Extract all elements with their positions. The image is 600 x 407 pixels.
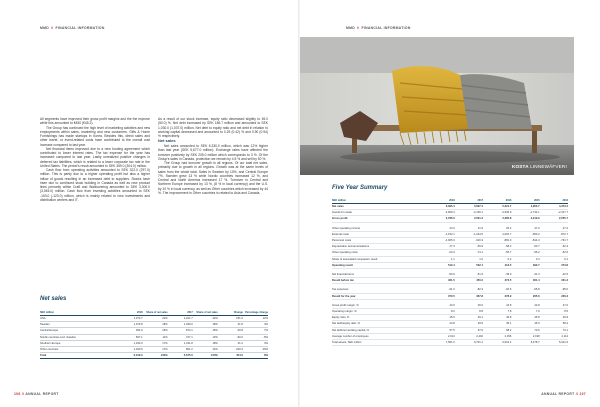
row-label: Operating result xyxy=(332,262,426,268)
cell-value: 46.8 xyxy=(483,315,511,321)
cell-value: 331.3 xyxy=(540,278,568,284)
cell-value: 367.8 xyxy=(455,293,483,299)
cell-value: 2,385.8 xyxy=(483,216,511,222)
table-total-row xyxy=(40,353,268,359)
cell-value: 6,395.4 xyxy=(426,204,454,210)
cell-value: -95.0 xyxy=(540,287,568,293)
cell-value: 5,041.6 xyxy=(540,340,568,346)
cell-value: 1,030.5 xyxy=(118,347,143,353)
row-label: Central Europe xyxy=(40,328,118,334)
row-label: Equity ratio, % xyxy=(332,315,426,321)
row-label: Other countries xyxy=(40,347,118,353)
cell-value: 24.3 xyxy=(426,226,454,232)
row-label: Other operating costs xyxy=(332,250,426,256)
cell-value: 15% xyxy=(143,328,168,334)
page-footer: ANNUAL REPORT // 107 xyxy=(541,392,586,396)
cell-value: 236.3 xyxy=(540,293,568,299)
cell-value: 24.8 xyxy=(426,321,454,327)
cell-value: 1,039.0 xyxy=(168,322,193,328)
cell-value: 0.2 xyxy=(483,256,511,262)
cell-value: -42.5 xyxy=(540,272,568,278)
cell-value: 5,321.7 xyxy=(483,204,511,210)
row-label: Average number of employees xyxy=(332,333,426,339)
cell-value: 0.4 xyxy=(511,256,539,262)
cell-value: 45.8 xyxy=(511,315,539,321)
cell-value: 6,129.0 xyxy=(118,353,143,359)
cell-value: -91.0 xyxy=(426,287,454,293)
cell-value: 21.9 xyxy=(455,226,483,232)
cell-value: -950.2 xyxy=(511,231,539,237)
cell-value: -52.5 xyxy=(540,250,568,256)
cell-value: -2,935.9 xyxy=(483,210,511,216)
cell-value: 60.8 xyxy=(218,328,243,334)
cell-value: 801.2 xyxy=(168,347,193,353)
cell-value: 100% xyxy=(143,353,168,359)
row-label: Result for the year xyxy=(332,293,426,299)
cell-value: 46.9 xyxy=(540,315,568,321)
cell-value: 68.2 xyxy=(483,327,511,333)
cell-value: 31.2 xyxy=(218,340,243,346)
cell-value: -3,609.4 xyxy=(426,210,454,216)
cell-value: 2,114 xyxy=(540,333,568,339)
cell-value: 18% xyxy=(143,322,168,328)
cell-value: 1,011.8 xyxy=(168,340,193,346)
column-header: 2014 xyxy=(540,197,568,204)
row-label: Depreciation and amortisations xyxy=(332,244,426,250)
five-year-summary-title: Five Year Summary xyxy=(332,185,388,191)
paragraph: Cash flow from operating activities amounted to SEK 322.0 (297.0) million. This is partly due to a higher operating profit but also a higher inflow of goods resulting in an increased debt to suppliers. Stocks have risen due to continued stock building in Canada as well as new product lines primarily within Craft and Wallcovering amounted to SEK 3,300.0 (3,045.0) million. Cash flow from investing activities amounted to SEK -103.0 (-120.0) million, which is mainly related to new investments and distribution centers and IT. xyxy=(40,168,150,202)
paragraph: The Group has continued the high level of marketing activities and new employments within sales, marketing and new customers. Gifts & Home Furnishings has made startups in Korea. Besides this, direct sales and other travel- or event-related costs have contributed to the overall cost increase compared to last year. xyxy=(40,125,150,147)
cell-value: 45.6 xyxy=(426,315,454,321)
cell-value: 361.4 xyxy=(511,278,539,284)
row-label: External costs xyxy=(332,231,426,237)
cell-value: -95.8 xyxy=(511,287,539,293)
cell-value: 11% xyxy=(143,334,168,340)
cell-value: -94.6 xyxy=(483,287,511,293)
cell-value: 41.8 xyxy=(218,322,243,328)
cell-value: -31.3 xyxy=(511,272,539,278)
row-label: Southern Europe xyxy=(40,340,118,346)
cell-value: 45.1 xyxy=(483,321,511,327)
cell-value: -872.7 xyxy=(540,231,568,237)
cell-value: 8.5 xyxy=(540,309,568,315)
row-label: Total assets, SEK million xyxy=(332,340,426,346)
cell-value: 5,478.7 xyxy=(511,340,539,346)
cell-value: 43.6 xyxy=(426,303,454,309)
product-photo-kosta-throw xyxy=(300,37,574,175)
cell-value: 7,561.0 xyxy=(426,340,454,346)
cell-value: 17% xyxy=(143,347,168,353)
cell-value: 73.1 xyxy=(540,327,568,333)
cell-value: 0.1 xyxy=(540,256,568,262)
cell-value: -60.0 xyxy=(218,334,243,340)
row-label: USA xyxy=(40,316,118,322)
cell-value: 29% xyxy=(243,347,268,353)
cell-value: 454.0 xyxy=(218,353,243,359)
paragraph: Net financial items improved due to a new funding agreement which contributed to lower interest rates. The tax expense for the year has increased compared to last year. Lastly unrealized positive changes in deferred tax liabilities, which is related to a lower corporate tax rate in the United States. The period's result amounted to SEK 369.0 (304.0) million. xyxy=(40,146,150,168)
row-label: Share of associated companies' result xyxy=(332,256,426,262)
paragraph: All segments have improved their gross profit margins and the the improve while this amounted to €450 (€45.2). xyxy=(40,117,150,126)
row-label: Nordic countries excl. Sweden xyxy=(40,334,118,340)
row-label: Net debt/net working capital, % xyxy=(332,327,426,333)
cell-value: -55.7 xyxy=(483,250,511,256)
cell-value: 8.8 xyxy=(455,309,483,315)
cell-value: 39.5 xyxy=(455,321,483,327)
cell-value: -1,152.1 xyxy=(426,231,454,237)
cell-value: 7% xyxy=(243,328,268,334)
cell-value: 2,055.7 xyxy=(540,216,568,222)
cell-value: 45.0 xyxy=(455,303,483,309)
row-label: Net debt/equity ratio, % xyxy=(332,321,426,327)
cell-value: -2,734.1 xyxy=(511,210,539,216)
row-label: Gross profit margin, % xyxy=(332,303,426,309)
row-label: Goods for resale xyxy=(332,210,426,216)
cell-value: 100% xyxy=(193,353,218,359)
cell-value: -1,024.5 xyxy=(455,231,483,237)
column-header: Percentage change xyxy=(243,306,268,316)
cell-value: 229.3 xyxy=(218,347,243,353)
cell-value: -1,002.7 xyxy=(483,231,511,237)
cell-value: 934.9 xyxy=(118,328,143,334)
paragraph: Net sales amounted to SEK 6,330.0 million, which was 12% higher than last year (SEK 5,677.0 million). Exchange rates have affected the turnover positively by SEK 205.0 million which corresponds to 3 %. Of the Group's sales in Canada, protection we remain by 4.5 % and sell by 50 %. xyxy=(158,144,268,161)
cell-value: 2,396 xyxy=(483,333,511,339)
subheading: Net sales xyxy=(158,138,176,144)
five-year-summary-table xyxy=(332,197,568,346)
cell-value: 57.5 xyxy=(426,327,454,333)
cell-value: 667.1 xyxy=(118,334,143,340)
table-row xyxy=(332,340,568,346)
row-label: Net sales xyxy=(332,204,426,210)
cell-value: 47.2 xyxy=(511,226,539,232)
page-header: MMD // FINANCIAL INFORMATION xyxy=(346,26,411,30)
cell-value: 5,697.4 xyxy=(455,204,483,210)
column-header: 2017 xyxy=(168,306,193,316)
cell-value: -56.2 xyxy=(511,250,539,256)
cell-value: -731.7 xyxy=(540,238,568,244)
cell-value: -53.7 xyxy=(511,244,539,250)
cell-value: 1.0 xyxy=(455,256,483,262)
cell-value: 370.5 xyxy=(426,293,454,299)
cell-value: 512.4 xyxy=(426,262,454,268)
cell-value: 461.5 xyxy=(426,278,454,284)
column-header: SEK million xyxy=(332,197,426,204)
cell-value: 70.6 xyxy=(511,327,539,333)
cell-value: 17% xyxy=(143,340,168,346)
page-footer: 106 // ANNUAL REPORT xyxy=(14,392,59,396)
cell-value: 7.9 xyxy=(511,309,539,315)
cell-value: -39.9 xyxy=(483,272,511,278)
cell-value: -3,136.1 xyxy=(455,210,483,216)
cell-value: 27.2 xyxy=(540,226,568,232)
cell-value: 49.1 xyxy=(455,315,483,321)
cell-value: -814.4 xyxy=(511,238,539,244)
cell-value: 1.1 xyxy=(426,256,454,262)
cell-value: 8% xyxy=(243,353,268,359)
cell-value: 4,953.7 xyxy=(511,204,539,210)
cell-value: 8.0 xyxy=(426,309,454,315)
cell-value: -2,317.7 xyxy=(540,210,568,216)
text-column-2 xyxy=(158,117,268,195)
cell-value: 2,561.3 xyxy=(455,216,483,222)
cell-value: 5,675.0 xyxy=(168,353,193,359)
photo-caption: KOSTA LINNEWÄFVERI xyxy=(512,164,567,169)
cell-value: 1,221.7 xyxy=(168,316,193,322)
column-header: 2015 xyxy=(511,197,539,204)
cell-value: 18% xyxy=(193,322,218,328)
cell-value: 2,219.6 xyxy=(511,216,539,222)
cell-value: 278.9 xyxy=(483,293,511,299)
cell-value: 46.0 xyxy=(511,321,539,327)
cell-value: 3% xyxy=(243,340,268,346)
cell-value: -52.3 xyxy=(540,244,568,250)
net-sales-table xyxy=(40,306,268,359)
column-header: Share of net sales xyxy=(193,306,218,316)
cell-value: 2,786.0 xyxy=(426,216,454,222)
cell-value: -74.1 xyxy=(455,250,483,256)
cell-value: 47.0 xyxy=(540,303,568,309)
cell-value: 2,014 xyxy=(426,333,454,339)
cell-value: 392.7 xyxy=(511,262,539,268)
column-header: 2018 xyxy=(426,197,454,204)
cell-value: 25.4 xyxy=(483,226,511,232)
cell-value: -77.3 xyxy=(426,244,454,250)
column-header: 2017 xyxy=(455,197,483,204)
cell-value: 6,016.4 xyxy=(483,340,511,346)
page-header: MMD // FINANCIAL INFORMATION xyxy=(40,26,105,30)
cell-value: 13% xyxy=(193,334,218,340)
cell-value: -916.3 xyxy=(455,238,483,244)
net-sales-title: Net sales xyxy=(40,296,67,302)
cell-value: -64.3 xyxy=(426,250,454,256)
cell-value: 4,373.4 xyxy=(540,204,568,210)
row-label: Tax expenses xyxy=(332,287,426,293)
row-label: Gross profit xyxy=(332,216,426,222)
row-label: Result before tax xyxy=(332,278,426,284)
cell-value: -50.9 xyxy=(426,272,454,278)
row-label: Net financial items xyxy=(332,272,426,278)
cell-value: 502.1 xyxy=(455,262,483,268)
cell-value: 450.2 xyxy=(455,278,483,284)
cell-value: 44.8 xyxy=(511,303,539,309)
cell-value: -1,005.3 xyxy=(426,238,454,244)
row-label: Operating margin, % xyxy=(332,309,426,315)
column-header: SEK million xyxy=(40,306,118,316)
cell-value: -65.9 xyxy=(455,244,483,250)
cell-value: 727.1 xyxy=(168,334,193,340)
row-label: Total xyxy=(40,353,118,359)
cell-value: 151.0 xyxy=(218,316,243,322)
cell-value: -8% xyxy=(243,334,268,340)
cell-value: -82.3 xyxy=(455,287,483,293)
cell-value: 413.5 xyxy=(483,262,511,268)
cell-value: 265.6 xyxy=(511,293,539,299)
cell-value: 874.1 xyxy=(168,328,193,334)
cell-value: -881.3 xyxy=(483,238,511,244)
column-header: Change xyxy=(218,306,243,316)
cell-value: 373.8 xyxy=(540,262,568,268)
cell-value: 1,079.8 xyxy=(118,322,143,328)
cell-value: 58.4 xyxy=(540,321,568,327)
row-label: Other operating income xyxy=(332,226,426,232)
cell-value: 22% xyxy=(193,316,218,322)
cell-value: -51.9 xyxy=(455,272,483,278)
paragraph: As a result of our stock increase, equity ratio decreased slightly to 45.0 (50.0) %. Net debt increased by SEK 186.7 million and amounted to SEK 1,030.0 (1,037.0) million. Net debt to equity ratio and net debt in relation to working capital decreased and amounted to 0.25 (0.42) % and 0.90 (0.94) % respectively. xyxy=(158,117,268,138)
cell-value: 15% xyxy=(193,328,218,334)
cell-value: 1,043.0 xyxy=(118,340,143,346)
text-column-1 xyxy=(40,117,150,202)
cell-value: 373.5 xyxy=(483,278,511,284)
table-row xyxy=(332,333,568,339)
cell-value: 6,701.1 xyxy=(455,340,483,346)
cell-value: 7.8 xyxy=(483,309,511,315)
cell-value: 44.8 xyxy=(483,303,511,309)
cell-value: 2,492 xyxy=(455,333,483,339)
column-header: 2018 xyxy=(118,306,143,316)
cell-value: 2,198 xyxy=(511,333,539,339)
cell-value: 18% xyxy=(193,340,218,346)
cell-value: 1,373.7 xyxy=(118,316,143,322)
cell-value: -58.2 xyxy=(483,244,511,250)
cell-value: 67.6 xyxy=(455,327,483,333)
paragraph: The Group had turnover growth in all regions. Of our total net sales, primarily due to growth in all regions. Growth was at the same levels of sales from the whole total. Sales in Sweden by 10%, and Central Europe 7%, Sweden grew 13 % while Nordic countries increased 12 %, and Central and North America increased 17 %. Turnover in Central and Northern Europe increased by 13 %, (8 % in local currency) and the U.S. by 10 % in local currency, as well as Other countries which increased by 44 %. The improvement in Other countries is related to Asia and Canada. xyxy=(158,161,268,195)
row-label: Personnel costs xyxy=(332,238,426,244)
cell-value: 14% xyxy=(193,347,218,353)
cell-value: 4% xyxy=(243,322,268,328)
row-label: Sweden xyxy=(40,322,118,328)
column-header: 2016 xyxy=(483,197,511,204)
cell-value: 12% xyxy=(243,316,268,322)
column-header: Share of net sales xyxy=(143,306,168,316)
cell-value: 22% xyxy=(143,316,168,322)
